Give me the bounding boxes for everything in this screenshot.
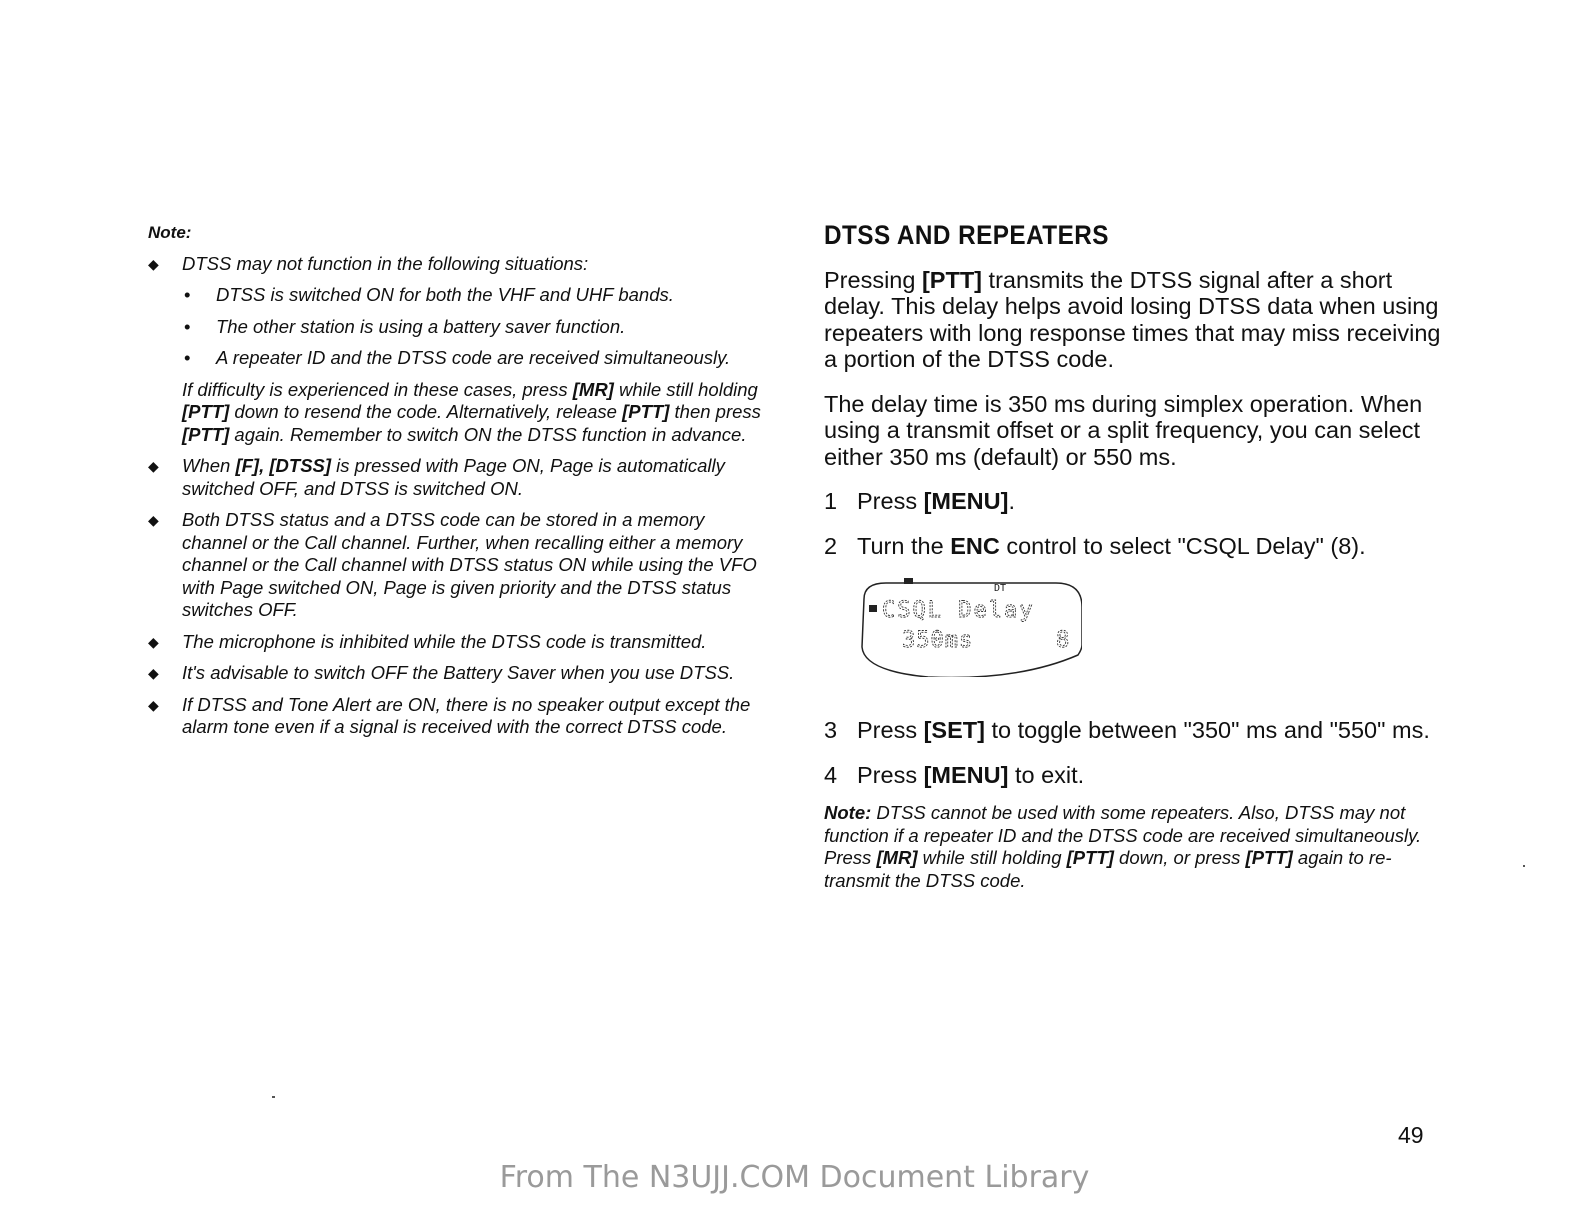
sub-list-item: • A repeater ID and the DTSS code are received simultaneously.: [184, 347, 731, 368]
step-item: 2 Turn the ENC control to select "CSQL Delay" (8).: [824, 532, 1366, 559]
step-item: 4 Press [MENU] to exit.: [824, 761, 1085, 788]
lcd-illustration: [858, 577, 1082, 677]
lcd-line2: 350ms: [902, 628, 974, 653]
step-number: 1: [824, 488, 838, 514]
intro-paragraph: Pressing [PTT] transmits the DTSS signal after a short delay. This delay helps avoid losing DTSS data when using repeaters with long response times that may miss receiving a portion of the DTSS code.: [824, 266, 1441, 372]
diamond-bullet-icon: ◆: [148, 665, 159, 681]
list-item: ◆ DTSS may not function in the following situations:: [148, 252, 589, 274]
section-heading: DTSS AND REPEATERS: [824, 220, 1109, 250]
scan-speck: [1523, 865, 1525, 867]
step-number: 4: [824, 761, 838, 788]
diamond-bullet-icon: ◆: [148, 512, 159, 528]
diamond-bullet-icon: ◆: [148, 458, 159, 474]
lcd-display: [858, 577, 1082, 677]
dot-bullet-icon: •: [184, 284, 191, 305]
lcd-channel-icon: [869, 605, 877, 612]
step-number: 3: [824, 717, 838, 743]
repeater-note: Note: DTSS cannot be used with some repeaters. Also, DTSS may not function if a repeater ID and the DTSS code are received simultaneously. Press [MR] while still holding [PTT] down, or press [PTT] again to re-transmit the DTSS code.: [824, 802, 1422, 891]
note-title: Note:: [148, 223, 192, 242]
diamond-bullet-icon: ◆: [148, 633, 159, 650]
difficulty-paragraph: If difficulty is experienced in these cases, press [MR] while still holding [PTT] down to resend the code. Alternatively, release [PTT] then press [PTT] again. Remember to switch ON the DTSS function in advance.: [182, 378, 761, 445]
list-item: ◆ If DTSS and Tone Alert are ON, there is no speaker output except the alarm tone even if a signal is received with the correct DTSS code.: [148, 693, 751, 737]
list-item: ◆ Both DTSS status and a DTSS code can be stored in a memory channel or the Call channel. Further, when recalling either a memory channel or the Call channel with DTSS status ON while using the VFO with Page switched ON, Page is given priority and the DTSS status switches OFF.: [148, 509, 757, 620]
lcd-indicator: DT: [994, 583, 1007, 594]
lcd-mode-icon: [904, 578, 913, 584]
list-item: ◆ When [F], [DTSS] is pressed with Page ON, Page is automatically switched OFF, and DTSS is switched ON.: [148, 455, 725, 499]
step-item: 1 Press [MENU].: [824, 488, 1015, 514]
dot-bullet-icon: •: [184, 315, 191, 337]
diamond-bullet-icon: ◆: [148, 696, 159, 713]
list-item: ◆ The microphone is inhibited while the DTSS code is transmitted.: [148, 630, 707, 652]
sub-list-item: • The other station is using a battery saver function.: [184, 315, 626, 337]
list-item: ◆ It's advisable to switch OFF the Battery Saver when you use DTSS.: [148, 662, 735, 683]
dot-bullet-icon: •: [184, 347, 191, 368]
notes-column: [148, 222, 768, 748]
main-column: [824, 222, 1444, 892]
lcd-menu-number: 8: [1056, 628, 1070, 653]
diamond-bullet-icon: ◆: [148, 255, 159, 272]
delay-paragraph: The delay time is 350 ms during simplex operation. When using a transmit offset or a split frequency, you can select either 350 ms (default) or 550 ms.: [824, 390, 1423, 470]
step-item: 3 Press [SET] to toggle between "350" ms and "550" ms.: [824, 717, 1430, 743]
step-number: 2: [824, 532, 838, 559]
scan-speck: [272, 1096, 275, 1098]
lcd-line1: CSQL Delay: [882, 598, 1035, 623]
sub-list-item: • DTSS is switched ON for both the VHF and UHF bands.: [184, 284, 674, 305]
page-number: 49: [1398, 1122, 1424, 1148]
footer-watermark: From The N3UJJ.COM Document Library: [499, 1160, 1090, 1195]
